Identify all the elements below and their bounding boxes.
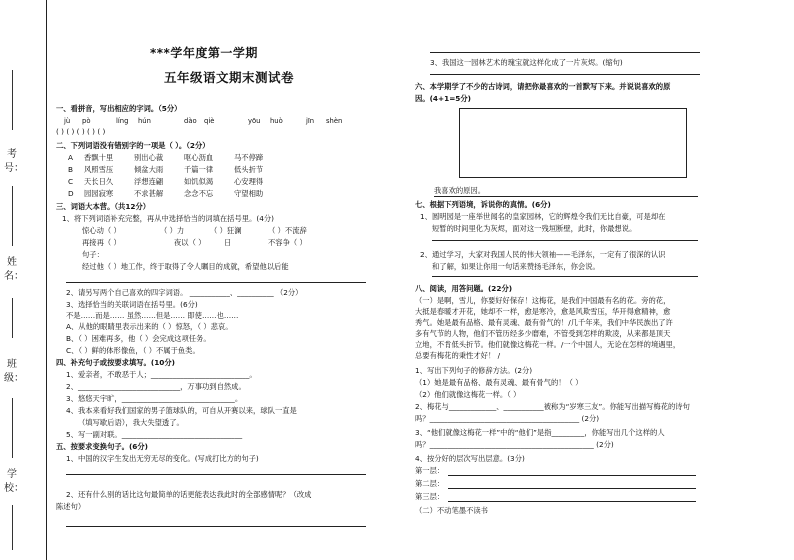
section-8-heading: 八、阅读，用答问题。(22分) xyxy=(415,284,513,293)
question-5-2-cont: 陈述句） xyxy=(56,502,86,511)
passage-line: （一）是啊，雪儿，你要好好保存！这梅花，是我们中国最有名的花。旁的花， xyxy=(415,296,671,305)
question-7-1-cont: 短暂的时间里化为灰烬，面对这一残垣断壁，此时，你最想说。 xyxy=(432,224,637,233)
question-8-3-cont: 吗？_____________________________________________ (2分) xyxy=(415,440,614,449)
choice-word: 天长日久 xyxy=(84,177,114,186)
layer-2-label: 第二层： xyxy=(415,479,445,488)
pinyin: jù xyxy=(64,117,71,125)
pinyin: shèn xyxy=(326,117,343,125)
pinyin: yōu xyxy=(248,117,261,125)
exam-title: 五年级语文期末测试卷 xyxy=(164,70,295,85)
question-4-5: 5、写一副对联。_________________________________ xyxy=(66,430,243,439)
section-2-heading: 二、下列词语没有错别字的一项是（ ）。（2分） xyxy=(56,141,210,150)
side-label-kaohao: 考号： xyxy=(4,149,24,174)
idiom-blank: （ ）狂澜 xyxy=(210,226,242,235)
choice-word: 马不停蹄 xyxy=(234,153,264,162)
question-8-2-cont: 吗？_________________________________________ (2分) xyxy=(415,414,600,423)
sentence-label: 句子： xyxy=(82,250,104,259)
question-4-3: 3、悠悠天宇旷，_______________________________。 xyxy=(66,394,243,403)
answer-line xyxy=(430,74,700,75)
margin-decor-line xyxy=(12,70,13,130)
section-3-heading: 三、词语大本营。（共12分） xyxy=(56,202,151,211)
margin-decor-line xyxy=(12,186,13,246)
idiom-blank: 再接再（ ） xyxy=(82,238,121,247)
question-3-2: 2、请另写两个自己喜欢的四字词语。 ___________、__________ （2分） xyxy=(66,288,303,297)
section-7-heading: 七、根据下列语境，诉说你的真情。(6分) xyxy=(415,200,551,209)
answer-line xyxy=(448,475,696,476)
pinyin: huò xyxy=(270,117,283,125)
choice-word: 守望相助 xyxy=(234,189,264,198)
reason-label: 我喜欢的原因。 xyxy=(434,186,486,195)
choice-letter: D xyxy=(68,189,74,198)
choice-word: 香飘十里 xyxy=(84,153,114,162)
pinyin-answer-brackets: ( ) ( ) ( ) ( ) ( ) xyxy=(56,127,106,136)
answer-line xyxy=(66,474,366,475)
choice-letter: A xyxy=(68,153,73,162)
question-8-2: 2、梅花与_____________、___________被称为“岁寒三友”。你能写出描写梅花的诗句 xyxy=(415,402,690,411)
question-8-1-2: （2）他们就像这梅花一样。（ ） xyxy=(415,390,521,399)
answer-line xyxy=(430,52,700,53)
sentence-fill: 经过他（ ）地工作，终于取得了令人瞩目的成就，希望他以后能 xyxy=(82,262,289,271)
passage-2-heading: （二）不动笔墨不读书 xyxy=(415,506,488,515)
question-4-4-cont: （填写歇后语），我大失望透了。 xyxy=(78,418,184,427)
choice-word: 如饥似渴 xyxy=(184,177,214,186)
idiom-blank: （ ）力 xyxy=(160,226,185,235)
choice-word: 园园寂寒 xyxy=(84,189,114,198)
question-5-1: 1、中国的汉字生发出无穷无尽的变化。(写成打比方的句子) xyxy=(66,454,259,463)
choice-letter: B xyxy=(68,165,74,174)
pinyin: hún xyxy=(138,117,151,125)
idiom-blank: 夜以（ ） xyxy=(174,238,206,247)
idiom-blank: 不容争（ ） xyxy=(268,238,307,247)
question-7-2: 2、通过学习，大家对我国人民的伟大领袖——毛泽东，一定有了很深的认识 xyxy=(420,250,666,259)
side-label-name: 姓名： xyxy=(4,257,24,282)
margin-decor-line xyxy=(12,398,13,458)
idiom-blank: （ ）不流辞 xyxy=(268,226,307,235)
side-label-school: 学校： xyxy=(4,469,24,494)
pinyin: dào xyxy=(184,117,197,125)
pinyin: jīn xyxy=(306,117,315,125)
conjunction-options: 不是……而是…… 虽然……但是…… 即使……也…… xyxy=(66,311,239,320)
answer-line xyxy=(432,276,698,277)
pinyin: pò xyxy=(82,117,91,125)
question-4-2: 2、____________________________，万事功到自然成。 xyxy=(66,382,246,391)
poem-writing-box[interactable] xyxy=(459,108,687,178)
question-4-4: 4、我本来看好我们国家的男子篮球队的，可自从开赛以来，球队一直是 xyxy=(66,406,297,415)
passage-line: 立地，不肯低头折节。他们就像这梅花一样。/一个中国人，无论在怎样的境遇里， xyxy=(415,340,681,349)
layer-1-label: 第一层： xyxy=(415,466,445,475)
pinyin: líng xyxy=(116,117,129,125)
choice-word: 千篇一律 xyxy=(184,165,214,174)
question-3-3: 3、选择恰当的关联词语在括号里。(6分) xyxy=(66,300,198,309)
conjunction-b: B、（ ）困难再多，他（ ）会完成这项任务。 xyxy=(66,334,211,343)
side-label-class: 班级： xyxy=(4,359,24,384)
section-6-heading: 六、本学期学了不少的古诗词，请把你最喜欢的一首默写下来。并说说喜欢的原 xyxy=(415,82,671,91)
question-3-1: 1、将下列词语补充完整，再从中选择恰当的词填在括号里。(4分) xyxy=(62,214,274,223)
choice-word: 心安理得 xyxy=(234,177,264,186)
choice-word: 念念不忘 xyxy=(184,189,214,198)
choice-word: 不求甚解 xyxy=(134,189,164,198)
answer-line xyxy=(448,488,696,489)
choice-word: 呕心沥血 xyxy=(184,153,214,162)
section-1-heading: 一、看拼音，写出相应的字词。（5分） xyxy=(56,104,182,113)
margin-decor-line xyxy=(12,298,13,338)
choice-word: 低头折节 xyxy=(234,165,264,174)
passage-line: 总要有梅花的秉性才好！ / xyxy=(415,351,501,360)
question-7-2-cont: 和了解，如果让你用一句话来赞扬毛泽东，你会说。 xyxy=(432,262,600,271)
choice-word: 浮想连翩 xyxy=(134,177,164,186)
question-8-1: 1、写出下列句子的修辞方法。(2分) xyxy=(415,366,533,375)
exam-year-title: ***学年度第一学期 xyxy=(150,46,258,60)
question-5-2: 2、还有什么别的话比这句最简单的话更能表达我此时的全部感情呢？（改成 xyxy=(66,490,312,499)
choice-word: 风照雪压 xyxy=(84,165,114,174)
pinyin: qiè xyxy=(204,117,215,125)
idiom-char: 日 xyxy=(224,238,232,247)
choice-letter: C xyxy=(68,177,74,186)
conjunction-c: C、（ ）鲜的体形像鱼，（ ）不属于鱼类。 xyxy=(66,346,200,355)
answer-line xyxy=(66,282,366,283)
question-8-1-1: （1）她是最有品格、最有灵魂、最有骨气的！（ ） xyxy=(415,378,583,387)
question-7-1: 1、圆明园是一座举世闻名的皇家园林，它的辉煌令我们无比自豪，可是却在 xyxy=(420,212,666,221)
answer-line xyxy=(434,196,698,197)
conjunction-a: A、从他的眼睛里表示出来的（ ）惊怒，（ ）悲哀。 xyxy=(66,322,233,331)
answer-line xyxy=(448,501,696,502)
question-8-4: 4、按分好的层次写出层意。(3分) xyxy=(415,454,525,463)
question-8-3: 3、“他们就像这梅花一样”中的“他们”是指_________，你能写出几个这样的人 xyxy=(415,428,665,437)
layer-3-label: 第三层： xyxy=(415,492,445,501)
choice-word: 倾盆大雨 xyxy=(134,165,164,174)
passage-line: 大抵是春暖才开花，她却不一样，愈是寒冷，愈是风欺雪压，华开得愈精神，愈 xyxy=(415,307,671,316)
passage-line: 多有气节的人物，他们不管历经多少磨难，不管受到怎样的欺凌，从来都是顶天 xyxy=(415,329,671,338)
choice-word: 别出心裁 xyxy=(134,153,164,162)
section-5-heading: 五、按要求变换句子。(6分) xyxy=(56,442,149,451)
question-4-1: 1、爱亲者，不敢恶于人；___________________________。 xyxy=(66,370,257,379)
answer-line xyxy=(432,240,698,241)
question-5-3: 3、我国这一园林艺术的瑰宝就这样化成了一片灰烬。(缩句) xyxy=(430,58,623,67)
answer-line xyxy=(66,526,366,527)
binding-margin-line xyxy=(46,0,47,560)
section-6-heading-cont: 因。(4+1=5分) xyxy=(415,94,472,103)
margin-decor-line xyxy=(12,505,13,550)
idiom-blank: 惊心动（ ） xyxy=(82,226,121,235)
section-4-heading: 四、补充句子或按要求填写。(10分) xyxy=(56,358,175,367)
passage-line: 秀气。她是最有品格、最有灵魂、最有骨气的！/几千年来，我们中华民族出了许 xyxy=(415,318,673,327)
